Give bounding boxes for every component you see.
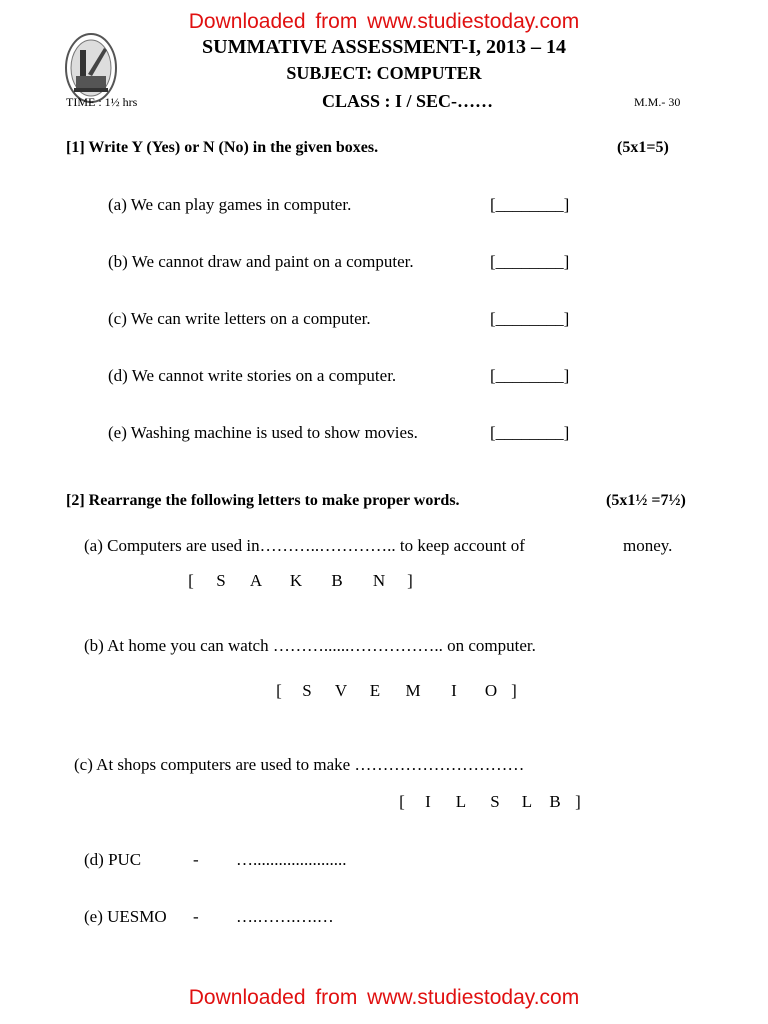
letter: I xyxy=(451,681,457,700)
q1-item-c: (c) We can write letters on a computer. xyxy=(108,309,371,328)
q2-item-e-dash: - xyxy=(193,907,199,926)
letter: B xyxy=(549,792,561,811)
q1-answer-box-e: [________] xyxy=(490,423,570,442)
letter: S xyxy=(302,681,312,700)
letter: [ xyxy=(188,571,194,590)
letter: B xyxy=(331,571,343,590)
q2-item-e-blank: ….…….….… xyxy=(236,907,334,926)
letter: [ xyxy=(276,681,282,700)
q2-item-a: (a) Computers are used in………..………….. to keep account of xyxy=(84,536,525,555)
letter: ] xyxy=(511,681,517,700)
q1-item-e: (e) Washing machine is used to show movies. xyxy=(108,423,418,442)
q1-item-a: (a) We can play games in computer. xyxy=(108,195,352,214)
letter: E xyxy=(369,681,381,700)
subject-line: SUBJECT: COMPUTER xyxy=(286,63,482,83)
letter: S xyxy=(490,792,500,811)
exam-title: SUMMATIVE ASSESSMENT-I, 2013 – 14 xyxy=(202,36,566,58)
letter: L xyxy=(521,792,533,811)
q2-letters-b xyxy=(268,681,520,701)
letter: O xyxy=(484,681,498,700)
watermark-bottom: Downloaded from www.studiestoday.com xyxy=(188,986,580,1009)
time-allowed: TIME : 1½ hrs xyxy=(66,95,138,109)
q2-item-d-dash: - xyxy=(193,850,199,869)
letter: [ xyxy=(399,792,405,811)
q1-answer-box-a: [________] xyxy=(490,195,570,214)
q1-item-d: (d) We cannot write stories on a computer. xyxy=(108,366,397,385)
q2-item-c: (c) At shops computers are used to make ………………………… xyxy=(74,755,525,774)
q2-letters-c xyxy=(392,792,588,812)
letter: A xyxy=(249,571,263,590)
q2-marks: (5x1½ =7½) xyxy=(606,492,686,509)
q1-heading: [1] Write Y (Yes) or N (No) in the given boxes. xyxy=(66,139,379,156)
letter: V xyxy=(334,681,348,700)
max-marks: M.M.- 30 xyxy=(634,95,681,109)
letter: ] xyxy=(407,571,413,590)
letter: M xyxy=(405,681,421,700)
q2-item-a-tail: money. xyxy=(623,536,673,555)
letter: S xyxy=(216,571,226,590)
watermark-top: Downloaded from www.studiestoday.com xyxy=(188,10,580,33)
q2-letters-a xyxy=(176,571,420,591)
class-line: CLASS : I / SEC-…… xyxy=(322,91,494,111)
letter: K xyxy=(289,571,303,590)
letter: L xyxy=(455,792,467,811)
q2-item-b: (b) At home you can watch ………......…………….. on computer. xyxy=(84,636,536,655)
q2-item-d-blank: …...................... xyxy=(236,850,347,869)
q2-item-d-label: (d) PUC xyxy=(84,850,142,869)
letter: I xyxy=(425,792,431,811)
q1-answer-box-d: [________] xyxy=(490,366,570,385)
q1-marks: (5x1=5) xyxy=(617,139,669,156)
q2-heading: [2] Rearrange the following letters to make proper words. xyxy=(66,492,460,509)
letter: ] xyxy=(575,792,581,811)
q2-item-e-label: (e) UESMO xyxy=(84,907,167,926)
q1-item-b: (b) We cannot draw and paint on a computer. xyxy=(108,252,414,271)
q1-answer-box-c: [________] xyxy=(490,309,570,328)
letter: N xyxy=(372,571,386,590)
q1-answer-box-b: [________] xyxy=(490,252,570,271)
